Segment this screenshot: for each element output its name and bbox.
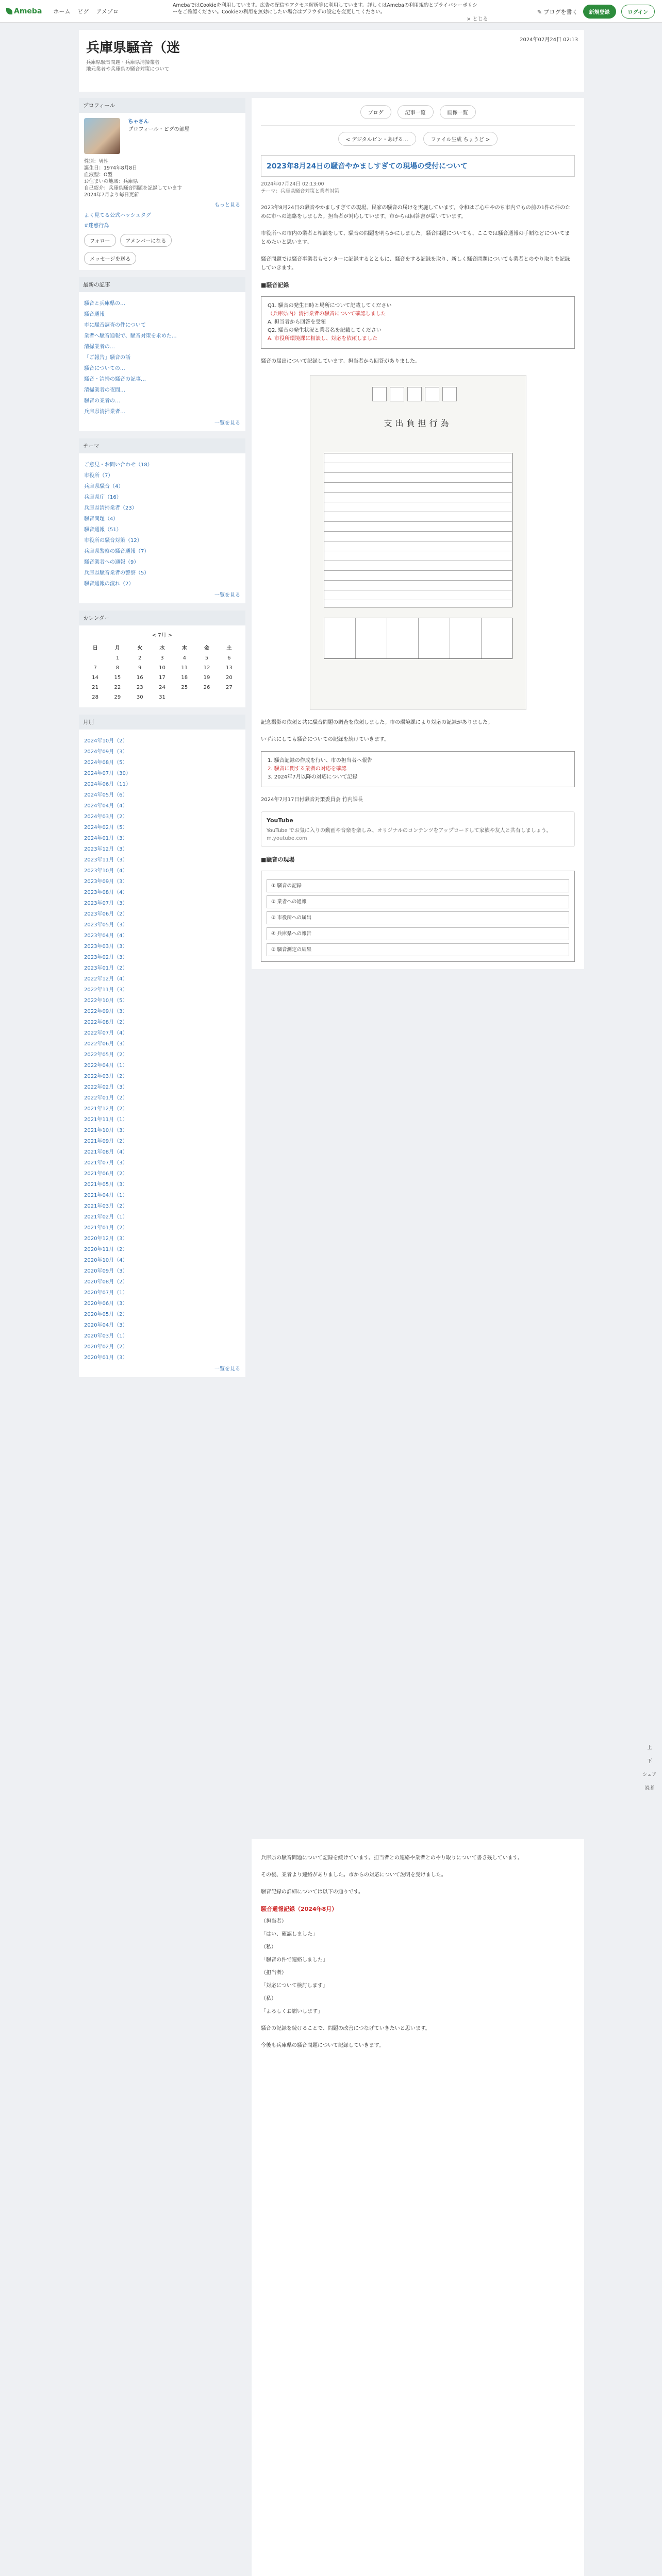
archive-month-item[interactable]: 2023年08月（4） <box>84 890 128 895</box>
write-blog-link[interactable]: ✎ ブログを書く <box>537 8 578 15</box>
archive-month-item[interactable]: 2022年04月（1） <box>84 1063 128 1069</box>
prev-entry-button[interactable]: < デジタルピン・あげる… <box>338 132 416 146</box>
profile-name[interactable]: ちゃさん <box>128 119 149 125</box>
archive-month-item[interactable]: 2022年03月（2） <box>84 1074 128 1079</box>
archive-month-item[interactable]: 2020年08月（2） <box>84 1279 128 1285</box>
calendar-day[interactable]: 11 <box>181 665 188 671</box>
profile-more-link[interactable]: もっと見る <box>214 202 240 208</box>
archive-month-item[interactable]: 2024年06月（11） <box>84 782 131 787</box>
archive-month-item[interactable]: 2021年08月（4） <box>84 1149 128 1155</box>
recent-more-link[interactable]: 一覧を見る <box>214 420 240 426</box>
main-article-continued <box>252 1839 584 2576</box>
dialog-line: 「騒音の件で連絡しました」 <box>261 1957 328 1963</box>
archive-month-item[interactable]: 2024年04月（4） <box>84 803 128 809</box>
signup-button[interactable]: 新規登録 <box>583 5 616 19</box>
archive-month-item[interactable]: 2022年02月（3） <box>84 1084 128 1090</box>
recent-post-item[interactable]: 騒音・清掃の騒音の記事… <box>84 377 146 382</box>
theme-item[interactable]: 騒音通報の流れ（2） <box>84 581 134 587</box>
archive-month-item[interactable]: 2023年11月（3） <box>84 857 128 863</box>
main-article <box>252 98 584 969</box>
archive-month-item[interactable]: 2023年02月（3） <box>84 955 128 960</box>
document-table <box>324 453 512 607</box>
archive-month-item[interactable]: 2022年07月（4） <box>84 1030 128 1036</box>
archive-month-item[interactable]: 2022年05月（2） <box>84 1052 128 1058</box>
archive-month-item[interactable]: 2022年11月（3） <box>84 987 128 993</box>
ameba-leaf-icon <box>6 8 12 14</box>
closing-line: 2024年7月17日付騒音対策委員会 竹内課長 <box>261 797 363 803</box>
archive-month-item[interactable]: 2023年12月（3） <box>84 846 128 852</box>
calendar-day[interactable]: 27 <box>225 685 233 690</box>
theme-item[interactable]: 騒音問題（4） <box>84 516 119 522</box>
dialog-line: （私） <box>261 1996 276 2002</box>
archive-month-item[interactable]: 2020年10月（4） <box>84 1258 128 1263</box>
calendar-day[interactable]: 7 <box>93 665 97 671</box>
archive-month-item[interactable]: 2021年01月（2） <box>84 1225 128 1231</box>
calendar-weekday: 土 <box>226 646 232 651</box>
archive-month-item[interactable]: 2023年07月（3） <box>84 901 128 906</box>
archive-month-item[interactable]: 2022年10月（5） <box>84 998 128 1004</box>
calendar-box <box>79 611 245 707</box>
calendar-day[interactable]: 10 <box>159 665 166 671</box>
theme-item[interactable]: 騒音業者への通報（9） <box>84 560 139 565</box>
archive-month-item[interactable]: 2022年06月（3） <box>84 1041 128 1047</box>
note-box: 1. 騒音記録の作成を行い、市の担当者へ報告 2. 騒音に関する業者の対応を確認 3. 2024年7月以降の対応について記録 <box>261 751 575 787</box>
calendar-day[interactable]: 5 <box>205 655 209 661</box>
calendar-weekday: 木 <box>181 646 187 651</box>
image-list-button[interactable]: 画像一覧 <box>440 105 476 119</box>
header-date: 2024年07月24日 02:13 <box>520 37 578 43</box>
archive-month-item[interactable]: 2024年07月（30） <box>84 771 131 776</box>
calendar-day[interactable]: 13 <box>225 665 233 671</box>
calendar-day[interactable]: 8 <box>115 665 120 671</box>
entry-paragraph: 騒音の記録を続けることで、問題の改善につなげていきたいと思います。 <box>261 2026 431 2031</box>
recent-post-item[interactable]: 清掃業者の夜間… <box>84 387 125 393</box>
recent-post-item[interactable]: 騒音通報 <box>84 312 105 317</box>
document-image[interactable] <box>310 375 526 710</box>
archive-month-item[interactable]: 2024年05月（6） <box>84 792 128 798</box>
youtube-url: m.youtube.com <box>267 836 307 841</box>
stamp-box <box>407 387 422 401</box>
theme-item[interactable]: 騒音通報（51） <box>84 527 122 533</box>
archive-month-item[interactable]: 2023年06月（2） <box>84 911 128 917</box>
profile-details: 性別：男性 誕生日：1974年8月8日 血液型：O型 お住まいの地域：兵庫県 自己紹介：兵庫県騒音問題を記録しています 2024年7月より毎日更新 <box>84 159 183 198</box>
scroll-top-button[interactable]: 上 <box>647 1745 652 1751</box>
theme-item[interactable]: 市役所（7） <box>84 473 113 479</box>
archive-month-item[interactable]: 2020年06月（3） <box>84 1301 128 1307</box>
amember-button[interactable]: アメンバーになる <box>120 234 172 247</box>
calendar-day[interactable]: 30 <box>136 694 143 700</box>
theme-item[interactable]: 兵庫県騒音（4） <box>84 484 124 489</box>
slide-box: ① 騒音の記録 ② 業者への通報 ③ 市役所への届出 ④ 兵庫県への報告 ⑤ 騒音測定の結果 <box>261 871 575 962</box>
archive-month-item[interactable]: 2021年11月（1） <box>84 1117 128 1123</box>
top-nav <box>53 7 118 15</box>
calendar-day[interactable]: 15 <box>114 675 121 681</box>
avatar[interactable] <box>84 118 120 154</box>
calendar-day[interactable]: 3 <box>160 655 164 661</box>
recent-post-item[interactable]: 兵庫県清掃業者… <box>84 409 125 415</box>
calendar-weekday: 水 <box>159 646 165 651</box>
theme-item[interactable]: 兵庫県清掃業者（23） <box>84 505 137 511</box>
calendar-weekday: 火 <box>137 646 143 651</box>
calendar-weekday: 月 <box>114 646 120 651</box>
theme-item[interactable]: 兵庫県警察の騒音通報（7） <box>84 549 150 554</box>
blog-description: 兵庫県騒音問題・兵庫県清掃業者 地元業者や兵庫県の騒音対策について <box>86 60 170 72</box>
archive-month-item[interactable]: 2021年02月（1） <box>84 1214 128 1220</box>
archive-month-item[interactable]: 2024年02月（5） <box>84 825 128 831</box>
entry-paragraph: 市役所への市内の業者と相談をして、騒音の問題を明らかにしました。騒音問題についても、ここでは騒音通報の手順などについてまとめたいと思います。 <box>261 231 570 245</box>
archive-month-item[interactable]: 2020年11月（2） <box>84 1247 128 1252</box>
dialog-line: 「はい、確認しました」 <box>261 1931 318 1937</box>
recent-posts-list <box>84 297 240 416</box>
theme-item[interactable]: ご意見・お問い合わせ（18） <box>84 462 153 468</box>
archive-month-item[interactable]: 2024年08月（5） <box>84 760 128 766</box>
archive-month-item[interactable]: 2020年07月（1） <box>84 1290 128 1296</box>
reader-button[interactable]: 読者 <box>644 1786 654 1791</box>
recent-posts-title: 最新の記事 <box>79 277 245 292</box>
youtube-desc: YouTube でお気に入りの動画や音楽を楽しみ、オリジナルのコンテンツをアップロードして家族や友人と共有しましょう。 <box>267 828 552 834</box>
recent-post-item[interactable]: 「ご報告」騒音の話 <box>84 355 130 361</box>
entry-paragraph: 騒音記録の詳細については以下の通りです。 <box>261 1889 363 1895</box>
blog-top-button[interactable]: ブログ <box>360 105 391 119</box>
archive-month-item[interactable]: 2020年04月（3） <box>84 1323 128 1328</box>
calendar-day[interactable]: 6 <box>227 655 231 661</box>
calendar-day[interactable]: 23 <box>136 685 143 690</box>
archive-month-item[interactable]: 2020年05月（2） <box>84 1312 128 1317</box>
archive-month-item[interactable]: 2023年05月（3） <box>84 922 128 928</box>
blog-actions <box>261 105 575 126</box>
stamp-box <box>425 387 439 401</box>
archive-month-item[interactable]: 2021年06月（2） <box>84 1171 128 1177</box>
entry-paragraph: その後、業者より連絡がありました。市からの対応について説明を受けました。 <box>261 1872 446 1878</box>
blog-title[interactable]: 兵庫県騒音（迷 <box>86 40 180 56</box>
calendar-day[interactable]: 28 <box>92 694 98 700</box>
dialog-line: （担当者） <box>261 1970 287 1976</box>
archive-month-item[interactable]: 2024年10月（2） <box>84 738 128 744</box>
top-bar <box>0 0 662 23</box>
dialog-block <box>261 1917 575 2016</box>
archive-month-item[interactable]: 2023年10月（4） <box>84 868 128 874</box>
entry-theme[interactable]: テーマ：兵庫県騒音対策と業者対策 <box>261 189 340 194</box>
entry-nav <box>261 126 575 152</box>
calendar-nav[interactable]: < 7月 > <box>152 633 173 638</box>
archive-month-item[interactable]: 2022年12月（4） <box>84 976 128 982</box>
calendar-day[interactable]: 16 <box>136 675 143 681</box>
calendar-day[interactable]: 17 <box>159 675 166 681</box>
calendar-day[interactable]: 18 <box>181 675 188 681</box>
archive-month-item[interactable]: 2023年09月（3） <box>84 879 128 885</box>
archive-title: 月別 <box>79 715 245 730</box>
sidebar <box>79 98 245 1384</box>
recent-post-item[interactable]: 騒音についての… <box>84 366 125 371</box>
themes-more-link[interactable]: 一覧を見る <box>214 592 240 598</box>
floating-toolbar <box>639 1741 660 1795</box>
archive-month-item[interactable]: 2021年03月（2） <box>84 1204 128 1209</box>
themes-title: テーマ <box>79 438 245 453</box>
login-button[interactable]: ログイン <box>621 5 655 19</box>
calendar-day[interactable]: 31 <box>159 694 166 700</box>
theme-item[interactable]: 市役所の騒音対策（12） <box>84 538 142 544</box>
recent-post-item[interactable]: 市に騒音調査の件について <box>84 323 146 328</box>
calendar-table <box>84 641 240 702</box>
entry-paragraph: 2023年8月24日の騒音やかましすぎての現場、民家の騒音の届けを実施しています。令和はご心中やのち市内でもの前の1件の件のために市への連絡をしました。担当者が対応しています。市からは回答書が届いています。 <box>261 205 571 219</box>
recent-post-item[interactable]: 騒音の業者の… <box>84 398 120 404</box>
stamp-row <box>372 387 457 401</box>
calendar-day <box>84 653 106 663</box>
youtube-title: YouTube <box>267 817 293 824</box>
archive-month-item[interactable]: 2020年02月（2） <box>84 1344 128 1350</box>
recent-post-item[interactable]: 業者へ騒音通報で、騒音対策を求めた… <box>84 333 177 339</box>
archive-month-item[interactable]: 2021年12月（2） <box>84 1106 128 1112</box>
archive-box <box>79 715 245 1377</box>
archive-month-item[interactable]: 2021年05月（3） <box>84 1182 128 1188</box>
nav-home[interactable]: ホーム <box>53 8 71 15</box>
quote-box: Q1. 騒音の発生日時と場所について記載してください （兵庫県内）清掃業者の騒音について確認しました A. 担当者から回答を受領 Q2. 騒音の発生状況と業者名を記載してください A. 市役所環境課に相談し、対応を依頼しました <box>261 296 575 349</box>
message-button[interactable]: メッセージを送る <box>84 252 136 265</box>
profile-box <box>79 98 245 270</box>
archive-month-item[interactable]: 2024年01月（3） <box>84 836 128 841</box>
archive-month-item[interactable]: 2020年03月（1） <box>84 1333 128 1339</box>
profile-title: プロフィール <box>79 98 245 113</box>
calendar-day[interactable]: 4 <box>183 655 186 661</box>
theme-item[interactable]: 兵庫県庁（16） <box>84 495 122 500</box>
dialog-line: 「よろしくお願いします」 <box>261 2009 323 2014</box>
archive-month-item[interactable]: 2023年01月（2） <box>84 965 128 971</box>
red-section-title: 騒音通報記録（2024年8月） <box>261 1906 338 1912</box>
archive-month-item[interactable]: 2020年09月（3） <box>84 1268 128 1274</box>
calendar-day <box>218 692 240 702</box>
document-title: 支出負担行為 <box>384 418 452 428</box>
entry-paragraph: 騒音問題では騒音事業者もセンターに記録するとともに、騒音をする記録を取り、新しく騒音問題についても業者とのやり取りを記録していきます。 <box>261 257 570 271</box>
calendar-day[interactable]: 24 <box>159 685 166 690</box>
archive-month-item[interactable]: 2021年04月（1） <box>84 1193 128 1198</box>
archive-month-item[interactable]: 2023年03月（3） <box>84 944 128 950</box>
calendar-day[interactable]: 26 <box>203 685 210 690</box>
entry-meta <box>261 181 575 195</box>
calendar-day[interactable]: 19 <box>203 675 210 681</box>
dialog-line: （私） <box>261 1944 276 1950</box>
archive-month-item[interactable]: 2024年09月（3） <box>84 749 128 755</box>
calendar-day[interactable]: 1 <box>115 655 120 661</box>
archive-list <box>84 735 240 1362</box>
stamp-box <box>372 387 387 401</box>
dialog-line: （担当者） <box>261 1919 287 1924</box>
archive-month-item[interactable]: 2022年08月（2） <box>84 1020 128 1025</box>
calendar-title: カレンダー <box>79 611 245 625</box>
entry-list-button[interactable]: 記事一覧 <box>398 105 434 119</box>
scroll-bottom-button[interactable]: 下 <box>647 1759 652 1764</box>
calendar-day <box>173 692 195 702</box>
nav-ameblo[interactable]: アメブロ <box>96 8 119 15</box>
archive-more-link[interactable]: 一覧を見る <box>214 1366 240 1372</box>
document-table-2 <box>324 618 512 659</box>
entry-paragraph: 今後も兵庫県の騒音問題について記録していきます。 <box>261 2043 384 2048</box>
quote-heading: ■騒音記録 <box>261 282 289 289</box>
entry-title[interactable]: 2023年8月24日の騒音やかましすぎての現場の受付について <box>261 155 575 177</box>
archive-month-item[interactable]: 2022年01月（2） <box>84 1095 128 1101</box>
entry-paragraph: いずれにしても騒音についての記録を続けていきます。 <box>261 737 389 742</box>
calendar-day[interactable]: 2 <box>138 655 142 661</box>
calendar-day[interactable]: 22 <box>114 685 121 690</box>
ameba-logo[interactable]: Ameba <box>6 7 42 15</box>
recent-post-item[interactable]: 清掃業者の… <box>84 344 115 350</box>
calendar-day[interactable]: 25 <box>181 685 188 690</box>
archive-month-item[interactable]: 2021年10月（3） <box>84 1128 128 1133</box>
calendar-day[interactable]: 21 <box>92 685 98 690</box>
calendar-weekday: 日 <box>92 646 98 651</box>
archive-month-item[interactable]: 2020年12月（3） <box>84 1236 128 1242</box>
nav-pigg[interactable]: ピグ <box>77 8 89 15</box>
stamp-box <box>390 387 404 401</box>
archive-month-item[interactable]: 2020年01月（3） <box>84 1355 128 1361</box>
slide-heading: ■騒音の現場 <box>261 856 295 863</box>
calendar-day <box>195 692 218 702</box>
calendar-day[interactable]: 12 <box>203 665 210 671</box>
dialog-line: 「対応について検討します」 <box>261 1983 328 1989</box>
themes-box <box>79 438 245 603</box>
recent-posts-box <box>79 277 245 431</box>
hashtag-item[interactable]: #迷惑行為 <box>84 223 109 229</box>
profile-sub[interactable]: プロフィール・ピグの部屋 <box>128 127 190 132</box>
recent-post-item[interactable]: 騒音と兵庫県の… <box>84 301 125 307</box>
calendar-day[interactable]: 20 <box>225 675 233 681</box>
share-button[interactable]: シェア <box>642 1772 657 1777</box>
archive-month-item[interactable]: 2023年04月（4） <box>84 933 128 939</box>
archive-month-item[interactable]: 2022年09月（3） <box>84 1009 128 1014</box>
calendar-day[interactable]: 14 <box>92 675 98 681</box>
follow-button[interactable]: フォロー <box>84 234 116 247</box>
entry-paragraph: 騒音の届出について記録しています。担当者から回答がありました。 <box>261 359 420 364</box>
cookie-close-button[interactable]: × とじる <box>467 16 488 22</box>
archive-month-item[interactable]: 2024年03月（2） <box>84 814 128 820</box>
archive-month-item[interactable]: 2021年07月（3） <box>84 1160 128 1166</box>
calendar-weekday: 金 <box>204 646 210 651</box>
themes-list <box>84 459 240 588</box>
calendar-day[interactable]: 9 <box>138 665 142 671</box>
calendar-day[interactable]: 29 <box>114 694 121 700</box>
top-right-actions <box>537 5 655 19</box>
stamp-box <box>442 387 457 401</box>
cookie-notice: AmebaではCookieを利用しています。広告の配信やアクセス解析等に利用しています。詳しくはAmebaの利用規約とプライバシーポリシーをご確認ください。Cookieの利用を無効にしたい場合はブラウザの設定を変更してください。 <box>173 3 477 15</box>
hashtag-heading[interactable]: よく見てる公式ハッシュタグ <box>84 213 151 218</box>
entry-date: 2024年07月24日 02:13:00 <box>261 181 324 187</box>
next-entry-button[interactable]: ファイル生成 ちょうど > <box>423 132 498 146</box>
theme-item[interactable]: 兵庫県騒音業者の警察（5） <box>84 570 150 576</box>
youtube-embed[interactable] <box>261 811 575 847</box>
entry-paragraph: 記念撮影の依頼と共に騒音問題の調査を依頼しました。市の環境課により対応の記録がありました。 <box>261 720 493 725</box>
blog-header <box>79 30 584 92</box>
entry-paragraph: 兵庫県の騒音問題について記録を続けています。担当者との連絡や業者とのやり取りについて書き残しています。 <box>261 1855 523 1861</box>
archive-month-item[interactable]: 2021年09月（2） <box>84 1139 128 1144</box>
